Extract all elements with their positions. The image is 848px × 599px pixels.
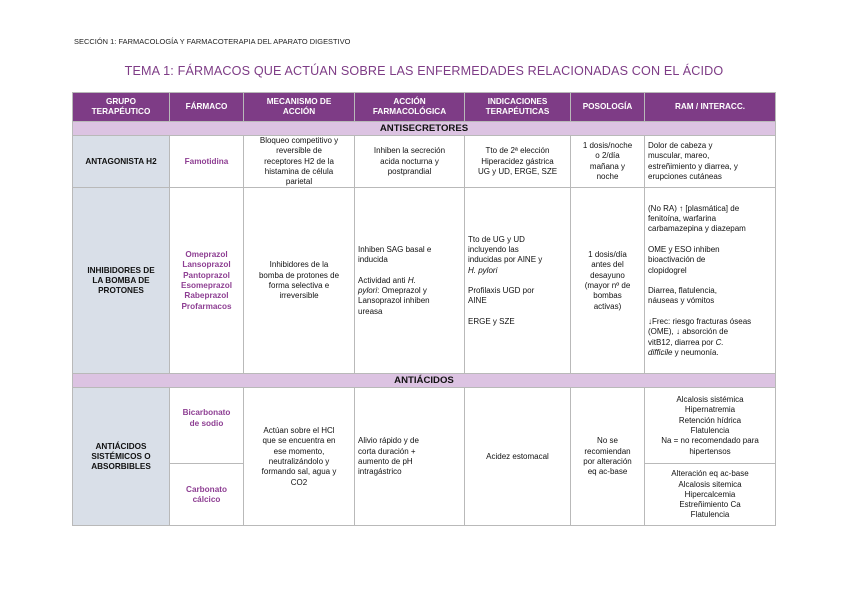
drug-carbonato-calcico: Carbonato cálcico xyxy=(170,464,244,526)
antiacidos-indications: Acidez estomacal xyxy=(465,388,571,526)
header-accion: ACCIÓN FARMACOLÓGICA xyxy=(355,93,465,122)
ibp-action: Inhiben SAG basal e inducida Actividad anti H. pylori: Omeprazol y Lansoprazol inhiben ureasa xyxy=(355,188,465,374)
antiacidos-action: Alivio rápido y de corta duración + aumento de pH intragástrico xyxy=(355,388,465,526)
drug-famotidina: Famotidina xyxy=(170,136,244,188)
carbonato-ram: Alteración eq ac-base Alcalosis sitemica Hipercalcemia Estreñimiento Ca Flatulencia xyxy=(645,464,776,526)
h2-posology: 1 dosis/noche o 2/día mañana y noche xyxy=(571,136,645,188)
h2-ram: Dolor de cabeza y muscular, mareo, estreñimiento y diarrea, y erupciones cutáneas xyxy=(645,136,776,188)
antiacidos-posology: No se recomiendan por alteración eq ac-base xyxy=(571,388,645,526)
band-antisecretores: ANTISECRETORES xyxy=(73,122,776,136)
drug-bicarbonato: Bicarbonato de sodio xyxy=(170,388,244,464)
group-antiacidos: ANTIÁCIDOS SISTÉMICOS O ABSORBIBLES xyxy=(73,388,170,526)
ibp-indications: Tto de UG y UD incluyendo las inducidas por AINE y H. pylori Profilaxis UGD por AINE ERGE y SZE xyxy=(465,188,571,374)
table-row-ibp xyxy=(73,188,776,374)
header-grupo: GRUPO TERAPÉUTICO xyxy=(73,93,170,122)
ibp-mechanism: Inhibidores de la bomba de protones de forma selectiva e irreversible xyxy=(244,188,355,374)
header-mecanismo: MECANISMO DE ACCIÓN xyxy=(244,93,355,122)
h2-action: Inhiben la secreción acida nocturna y postprandial xyxy=(355,136,465,188)
bicarbonato-ram: Alcalosis sistémica Hipernatremia Retención hídrica Flatulencia Na = no recomendado para hipertensos xyxy=(645,388,776,464)
document-title: TEMA 1: FÁRMACOS QUE ACTÚAN SOBRE LAS ENFERMEDADES RELACIONADAS CON EL ÁCIDO xyxy=(124,64,724,78)
section-title: SECCIÓN 1: FARMACOLOGÍA Y FARMACOTERAPIA DEL APARATO DIGESTIVO xyxy=(74,37,351,46)
ibp-ram: (No RA) ↑ [plasmática] de fenitoína, warfarina carbamazepina y diazepam OME y ESO inhiben bioactivación de clopidogrel Diarrea, flatulencia, náuseas y vómitos ↓Frec: riesgo fracturas óseas (OME), ↓ absorción de vitB12, diarrea por C. difficile y neumonía. xyxy=(645,188,776,374)
table-row-h2 xyxy=(73,136,776,188)
antiacidos-mechanism: Actúan sobre el HCl que se encuentra en ese momento, neutralizándolo y formando sal, agua y CO2 xyxy=(244,388,355,526)
table-header-row xyxy=(73,93,776,122)
ibp-drugs: Omeprazol Lansoprazol Pantoprazol Esomeprazol Rabeprazol Profarmacos xyxy=(170,188,244,374)
band-row-antiacidos xyxy=(73,374,776,388)
pharmacology-table xyxy=(72,92,776,526)
band-row-antisecretores xyxy=(73,122,776,136)
h2-indications: Tto de 2ª elección Hiperacidez gástrica UG y UD, ERGE, SZE xyxy=(465,136,571,188)
header-posologia: POSOLOGÍA xyxy=(571,93,645,122)
ibp-posology: 1 dosis/día antes del desayuno (mayor nº de bombas activas) xyxy=(571,188,645,374)
band-antiacidos: ANTIÁCIDOS xyxy=(73,374,776,388)
header-ram: RAM / INTERACC. xyxy=(645,93,776,122)
group-antagonista-h2: ANTAGONISTA H2 xyxy=(73,136,170,188)
header-indicaciones: INDICACIONES TERAPÉUTICAS xyxy=(465,93,571,122)
table-row-antiacidos-1 xyxy=(73,388,776,464)
group-ibp: INHIBIDORES DE LA BOMBA DE PROTONES xyxy=(73,188,170,374)
header-farmaco: FÁRMACO xyxy=(170,93,244,122)
h2-mechanism: Bloqueo competitivo y reversible de receptores H2 de la histamina de célula parietal xyxy=(244,136,355,188)
